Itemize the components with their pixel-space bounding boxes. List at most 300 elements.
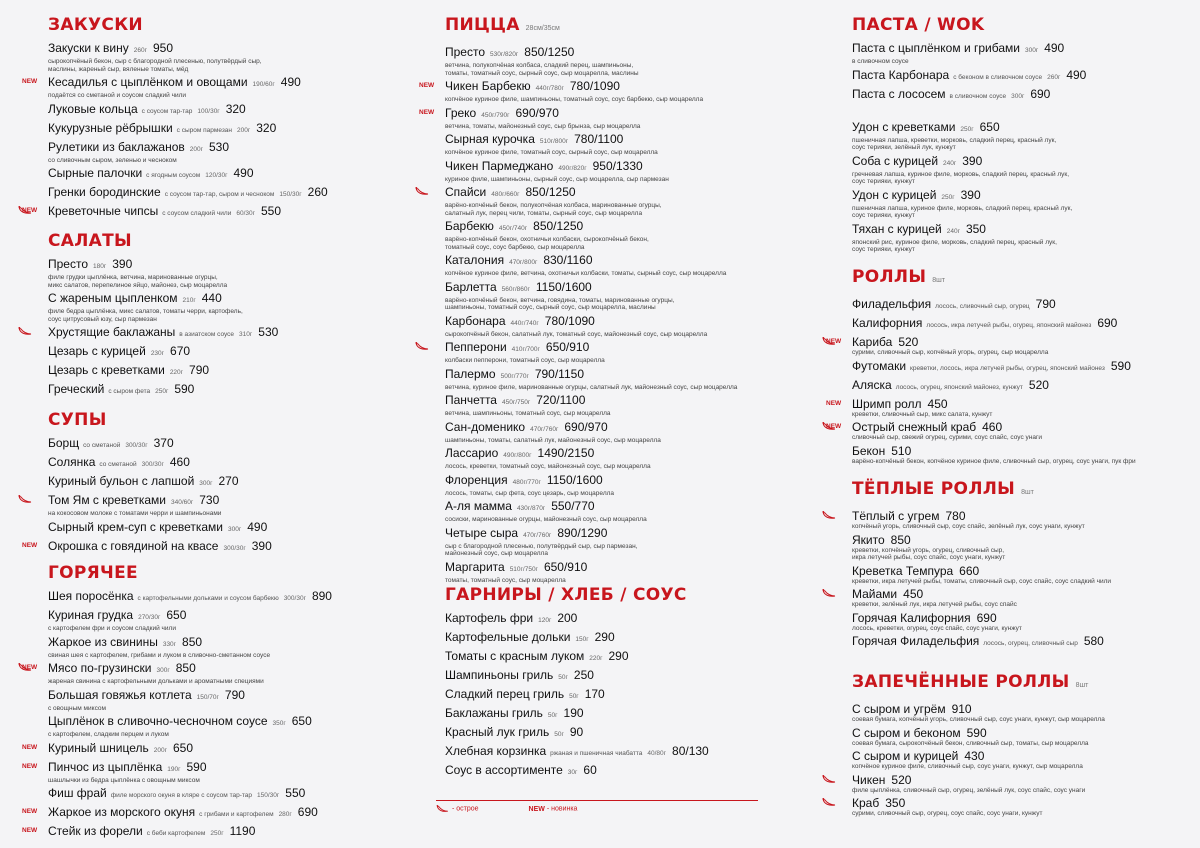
item-price: 170	[584, 687, 605, 701]
item-price: 450	[903, 587, 924, 601]
item-description-line: сыр с благородной плесенью, полутвёрдый сыр, сыр пармезан,	[445, 542, 638, 550]
item-price: 590	[186, 759, 207, 774]
item-row	[48, 608, 332, 625]
item-weight: 440г/780г	[535, 85, 564, 92]
item-name: Рулетики из баклажанов	[48, 139, 185, 154]
item-name: Хрустящие баклажаны	[48, 325, 176, 339]
item-price: 690	[976, 610, 997, 625]
item-row	[445, 763, 709, 780]
item-description-line: икра летучей рыбы, соус спайс, соус унаги, кунжут	[852, 554, 1006, 561]
item-name: Соба с курицей	[852, 153, 939, 168]
menu-item	[48, 121, 328, 138]
item-name: Шея поросёнка	[48, 589, 134, 603]
item-weight: 440г/740г	[510, 319, 539, 327]
item-description-line: варёно-копчёный бекон, полукопчёная колбаса, маринованные огурцы,	[445, 202, 662, 209]
item-row	[445, 253, 737, 270]
item-price: 550	[260, 204, 282, 218]
item-name: Сан-доменико	[445, 419, 526, 434]
item-weight: 450г/750г	[501, 399, 531, 406]
item-name: Чикен Пармеджано	[445, 158, 554, 173]
item-price: 790/1150	[534, 366, 584, 381]
menu-item	[852, 378, 1136, 395]
item-name: Аляска	[852, 377, 892, 392]
item-row	[48, 474, 272, 491]
item-row	[48, 688, 332, 705]
item-description	[445, 516, 737, 524]
item-description	[48, 777, 332, 785]
item-row	[445, 473, 737, 490]
item-name: Кариба	[852, 335, 893, 349]
menu-item	[445, 687, 709, 704]
item-description-line: соус цитрусовый юзу, сыр пармезан	[48, 315, 157, 323]
item-weight: 150г	[575, 636, 589, 643]
item-description	[852, 137, 1086, 152]
item-row	[48, 185, 328, 202]
menu-item	[48, 786, 332, 803]
item-description	[445, 62, 737, 77]
item-price: 690	[1030, 86, 1051, 101]
menu-item	[445, 159, 737, 184]
item-price: 650	[291, 714, 312, 728]
item-price: 320	[225, 101, 246, 116]
item-name: Чикен Барбекю	[445, 79, 531, 93]
item-description-line: сырокопчёный бекон, сыр с благородной плесенью, полутвёрдый сыр,	[48, 58, 262, 65]
item-name: Солянка	[48, 455, 96, 469]
item-description	[445, 543, 737, 558]
item-row	[48, 539, 272, 556]
section-title	[48, 562, 332, 584]
menu-item	[48, 325, 278, 342]
item-name: Кесадилья с цыплёнком и овощами	[48, 75, 248, 89]
item-note: с сыром пармезан	[176, 126, 232, 134]
item-row	[48, 344, 278, 361]
item-description	[852, 547, 1111, 562]
item-price: 530	[208, 139, 230, 154]
item-price: 490	[1066, 67, 1087, 82]
item-price: 430	[964, 749, 985, 763]
menu-item	[852, 222, 1086, 254]
item-row	[445, 367, 737, 384]
item-weight: 480г/770г	[512, 478, 541, 486]
item-row	[445, 185, 737, 202]
section-title	[852, 671, 1105, 697]
item-name: Паста с лососем	[852, 86, 946, 101]
item-price: 390	[962, 153, 983, 168]
item-description	[445, 297, 737, 312]
item-row	[852, 533, 1111, 547]
menu-item	[48, 166, 328, 183]
item-name: Калифорния	[852, 316, 923, 330]
item-price: 80/130	[672, 744, 709, 758]
item-row	[445, 340, 737, 357]
item-name: Луковые кольца	[48, 101, 138, 116]
item-description-line: микс салатов, перепелиное яйцо, майонез, сыр моцарелла	[48, 281, 228, 289]
item-name: Креветочные чипсы	[48, 204, 159, 218]
item-note: лосось, огурец, японский майонез, кунжут	[895, 383, 1023, 391]
item-description-line: майонезный соус, сыр моцарелла	[445, 550, 548, 557]
item-row	[445, 280, 737, 297]
item-description	[445, 577, 737, 585]
menu-section	[22, 14, 328, 223]
menu-item	[48, 474, 272, 491]
item-description	[48, 58, 328, 73]
item-description-line: томатный соус, соус барбекю, сыр моцарелла	[445, 243, 585, 251]
item-weight: 530г/820г	[490, 51, 519, 58]
menu-item	[22, 759, 332, 785]
item-row	[445, 668, 709, 685]
item-row	[445, 611, 709, 628]
item-description-line: сырокопчёный бекон, салатный лук, томатный соус, майонезный соус, сыр моцарелла	[445, 330, 708, 338]
item-weight: 490г/800г	[503, 452, 532, 459]
item-note: в сливочном соусе	[949, 92, 1007, 100]
item-description-line: шашлычки из бедра цыплёнка с овощным миксом	[48, 776, 200, 784]
menu-item	[852, 702, 1105, 724]
item-row	[48, 760, 332, 777]
menu-item	[22, 805, 332, 822]
item-description	[445, 236, 737, 251]
item-price: 370	[153, 436, 174, 450]
menu-item	[48, 635, 332, 660]
item-name: Мясо по-грузински	[48, 661, 152, 675]
item-name: Майами	[852, 587, 898, 601]
menu-item	[445, 253, 737, 278]
item-name: С сыром и беконом	[852, 725, 961, 740]
item-description-line: варёно-копчёный бекон, копчёное куриное филе, сливочный сыр, огурец, соус унаги, пук фри	[852, 457, 1136, 465]
item-name: Картофель фри	[445, 611, 534, 625]
item-weight: 60/30г	[236, 210, 255, 217]
menu-item	[48, 257, 278, 289]
item-weight: 40/80г	[647, 750, 667, 757]
item-description-line: японский рис, куриное филе, морковь, сладкий перец, красный лук,	[852, 238, 1057, 246]
item-description-line: на кокосовом молоке с томатами черри и шампиньонами	[48, 510, 222, 517]
item-weight: 300/30г	[223, 544, 246, 552]
item-row	[48, 661, 332, 678]
item-name: Острый снежный краб	[852, 420, 977, 434]
item-weight: 280г	[278, 811, 292, 818]
item-row	[852, 726, 1105, 740]
menu-item	[445, 630, 709, 647]
menu-item	[48, 140, 328, 165]
item-row	[445, 79, 737, 96]
item-row	[445, 499, 737, 516]
legend-new-text: - новинка	[546, 805, 578, 813]
item-description	[48, 157, 328, 165]
menu-section	[445, 584, 709, 782]
item-description-line: в сливочном соусе	[852, 58, 909, 65]
item-description	[445, 176, 737, 184]
item-weight: 330г	[162, 640, 177, 648]
item-description-line: ветчина, шампиньоны, томатный соус, сыр моцарелла	[445, 410, 611, 417]
item-weight: 260г	[133, 47, 147, 54]
item-row	[852, 188, 1086, 205]
item-name: С сыром и угрём	[852, 702, 946, 716]
item-weight: 300г	[156, 667, 170, 674]
item-description-line: лосось, креветки, огурец, соус спайс, соус унаги, кунжут	[852, 624, 1022, 632]
item-price: 1490/2150	[537, 446, 595, 460]
item-weight: 200г	[189, 145, 203, 153]
item-description-line: варёно-копчёный бекон, ветчина, говядина, томаты, маринованные огурцы,	[445, 296, 675, 304]
item-row	[852, 444, 1136, 458]
item-row	[852, 154, 1086, 171]
item-price: 950	[152, 41, 173, 55]
item-weight: 50г	[558, 674, 568, 681]
item-description	[852, 601, 1111, 609]
menu-item	[22, 661, 332, 686]
item-price: 890/1290	[557, 525, 608, 540]
item-weight: 300/30г	[141, 461, 164, 468]
item-weight: 100/30г	[197, 107, 220, 115]
chili-pepper-icon	[415, 342, 429, 351]
menu-section	[852, 14, 1086, 256]
section-title	[48, 409, 272, 431]
item-price: 650	[979, 119, 1000, 134]
section-title-text: ЗАКУСКИ	[48, 15, 143, 35]
menu-item	[852, 564, 1111, 586]
menu-item	[445, 668, 709, 685]
menu-item	[48, 455, 272, 472]
item-weight: 250г	[210, 830, 224, 837]
item-description	[445, 96, 737, 104]
item-name: Спайси	[445, 185, 487, 199]
item-price: 780/1090	[569, 79, 620, 93]
item-row	[852, 796, 1105, 810]
item-description	[852, 763, 1105, 771]
item-price: 730	[199, 493, 220, 507]
item-note: с ягодным соусом	[146, 172, 201, 179]
item-description	[852, 239, 1086, 254]
item-name: Удон с креветками	[852, 119, 956, 134]
item-weight: 350г	[272, 720, 286, 727]
new-badge: NEW	[826, 423, 842, 430]
item-weight: 210г	[182, 297, 196, 304]
item-note: креветки, лосось, икра летучей рыбы, огурец, японский майонез	[910, 364, 1105, 372]
section-title	[852, 266, 1136, 292]
item-name: Сырный крем-суп с креветками	[48, 519, 224, 534]
item-price: 1150/1600	[535, 279, 592, 294]
item-description-line: креветки, сливочный сыр, микс салата, кунжут	[852, 410, 993, 418]
item-name: Паста с цыплёнком и грибами	[852, 41, 1020, 55]
item-name: Сырные палочки	[48, 166, 143, 180]
item-weight: 310г	[239, 331, 253, 338]
item-weight: 300г	[228, 525, 242, 533]
item-name: Горячая Филадельфия	[852, 634, 980, 648]
item-weight: 220г	[589, 655, 603, 662]
menu-item	[445, 393, 737, 418]
item-description-line: филе бедра цыплёнка, микс салатов, томаты черри, картофель,	[48, 308, 243, 315]
menu-item	[852, 749, 1105, 771]
item-row	[445, 314, 737, 331]
item-description-line: соус терияки, зелёный лук, кунжут	[852, 144, 956, 151]
section-title	[445, 14, 737, 40]
item-row	[48, 455, 272, 472]
item-weight: 470г/760г	[523, 531, 552, 539]
item-row	[445, 393, 737, 410]
item-name: Барлетта	[445, 279, 497, 294]
menu-item	[48, 608, 332, 633]
item-row	[852, 359, 1136, 376]
item-price: 720/1100	[536, 393, 586, 407]
menu-item	[852, 120, 1086, 152]
item-description-line: копчёное куриное филе, шампиньоны, томатный соус, соус барбекю, сыр моцарелла	[445, 96, 704, 103]
item-row	[445, 420, 737, 437]
item-price: 790	[1035, 297, 1056, 311]
item-description-line: гречневая лапша, куриное филе, морковь, сладкий перец, красный лук,	[852, 170, 1070, 178]
item-price: 350	[965, 221, 986, 236]
item-row	[852, 564, 1111, 578]
menu-section	[826, 266, 1136, 467]
item-description	[48, 731, 332, 739]
item-price: 390	[112, 257, 133, 271]
menu-item	[48, 344, 278, 361]
item-description-line: соус терияки, кунжут	[852, 212, 915, 219]
menu-item	[22, 204, 328, 221]
section-title-text: ПАСТА / WOK	[852, 15, 985, 35]
item-name: Палермо	[445, 366, 496, 381]
item-price: 520	[891, 772, 912, 787]
menu-item	[48, 589, 332, 606]
menu-item	[48, 688, 332, 713]
item-price: 510	[891, 443, 912, 458]
menu-item	[852, 154, 1086, 186]
item-description	[48, 510, 272, 518]
item-price: 780/1100	[574, 132, 624, 146]
item-weight: 510г/800г	[539, 138, 569, 145]
chili-pepper-icon	[822, 798, 836, 807]
item-name: Каталония	[445, 253, 505, 267]
item-description-line: шампиньоны, томатный соус, сырный соус, сыр моцарелла, маслины	[445, 304, 656, 311]
item-description-line: куриное филе, шампиньоны, сырный соус, сыр моцарелла, сыр пармезан	[445, 175, 669, 183]
section-note: 8шт	[1021, 489, 1034, 496]
menu-item	[445, 280, 737, 312]
item-name: Картофельные дольки	[445, 630, 571, 644]
item-price: 390	[251, 538, 272, 553]
menu-item	[852, 533, 1111, 562]
menu-item	[48, 520, 272, 537]
new-badge: NEW	[419, 82, 435, 89]
item-description	[48, 92, 328, 100]
menu-item	[445, 367, 737, 392]
item-row	[445, 526, 737, 543]
item-weight: 50г	[554, 731, 564, 738]
menu-section	[48, 230, 278, 401]
item-row	[445, 744, 709, 761]
item-note: с сыром фета	[108, 388, 151, 395]
menu-item	[852, 509, 1111, 531]
item-description	[445, 202, 737, 217]
chili-pepper-icon	[18, 495, 32, 504]
item-row	[48, 382, 278, 399]
menu-item	[852, 68, 1086, 85]
item-name: Куриный бульон с лапшой	[48, 474, 195, 488]
item-description	[445, 463, 737, 471]
item-description-line: филе цыплёнка, сливочный сыр, огурец, зелёный лук, соус спайс, соус унаги	[852, 786, 1086, 794]
menu-item	[22, 75, 328, 100]
menu-section	[22, 409, 272, 558]
item-weight: 220г	[169, 369, 184, 376]
item-name: Фиш фрай	[48, 786, 107, 800]
item-price: 520	[1028, 377, 1049, 392]
item-weight: 260г	[1047, 73, 1061, 81]
item-weight: 150/30г	[257, 792, 280, 799]
menu-item	[48, 382, 278, 399]
item-price: 650/910	[543, 559, 588, 574]
item-description-line: лосось, томаты, сыр фета, соус цезарь, сыр моцарелла	[445, 489, 615, 497]
item-price: 660	[959, 563, 980, 578]
section-title-text: РОЛЛЫ	[852, 267, 927, 287]
item-name: Цезарь с курицей	[48, 344, 146, 358]
item-weight: 450г/790г	[481, 111, 510, 119]
item-note: с беконом в сливочном соусе	[953, 73, 1043, 81]
item-row	[48, 166, 328, 183]
item-description	[852, 349, 1136, 357]
item-name: С жареным цыпленком	[48, 291, 178, 305]
item-price: 850/1250	[525, 185, 576, 199]
item-description-line: пшеничная лапша, куриное филе, морковь, сладкий перец, красный лук,	[852, 204, 1073, 212]
menu-item	[445, 499, 737, 524]
item-weight: 300/30г	[125, 442, 148, 449]
item-name: Тяхан с курицей	[852, 221, 942, 236]
section-title-text: САЛАТЫ	[48, 231, 132, 251]
menu-item	[852, 297, 1136, 314]
menu-item	[445, 473, 737, 498]
item-name: Окрошка с говядиной на квасе	[48, 538, 219, 553]
menu-item	[852, 87, 1086, 104]
item-description-line: варёно-копчёный бекон, охотничьи колбаски, сырокопчёный бекон,	[445, 236, 649, 243]
item-row	[852, 222, 1086, 239]
item-name: Баклажаны гриль	[445, 706, 543, 720]
menu-item	[445, 45, 737, 77]
menu-item	[852, 41, 1086, 66]
item-weight: 50г	[547, 712, 558, 719]
chili-pepper-icon	[822, 775, 836, 784]
menu-item	[826, 396, 1136, 419]
item-name: Футомаки	[852, 358, 907, 373]
section-title-text: ГОРЯЧЕЕ	[48, 563, 138, 583]
item-weight: 250г	[941, 193, 955, 201]
item-name: Том Ям с креветками	[48, 493, 166, 507]
section-title-text: ПИЦЦА	[445, 15, 520, 35]
item-row	[48, 291, 278, 308]
menu-item	[852, 773, 1105, 795]
item-price: 60	[583, 763, 597, 777]
legend-new-label: NEW	[528, 805, 545, 813]
item-name: Лассарио	[445, 446, 499, 460]
item-row	[48, 520, 272, 537]
item-description-line: лосось, креветки, томатный соус, майонезный соус, сыр моцарелла	[445, 463, 651, 470]
item-description-line: свиная шея с картофелем, грибами и луком в сливочно-сметанном соусе	[48, 651, 271, 659]
item-row	[852, 773, 1105, 787]
item-description-line: креветки, икра летучей рыбы, томаты, сливочный сыр, соус спайс, соус сладкий чили	[852, 577, 1112, 585]
item-price: 530	[258, 325, 279, 339]
item-name: Шримп ролл	[852, 396, 922, 411]
item-description-line: соус терияки, кунжут	[852, 178, 915, 185]
item-row	[48, 824, 332, 841]
menu-item	[826, 335, 1136, 357]
item-description	[48, 274, 278, 289]
item-price: 590	[1110, 358, 1131, 373]
item-description-line: копчёное куриное филе, сливочный сыр, соус унаги, кунжут, сыр моцарелла	[852, 763, 1083, 770]
menu-item	[852, 316, 1136, 333]
item-row	[445, 687, 709, 704]
new-badge: NEW	[22, 743, 38, 751]
item-description-line: с овощным миксом	[48, 704, 106, 712]
item-name: Жаркое из морского окуня	[48, 805, 196, 819]
item-name: Жаркое из свинины	[48, 634, 158, 649]
item-note: лосось, икра летучей рыбы, огурец, японский майонез	[926, 322, 1092, 329]
item-name: Тёплый с угрем	[852, 509, 940, 523]
item-price: 490	[280, 75, 301, 89]
item-row	[852, 397, 1136, 411]
